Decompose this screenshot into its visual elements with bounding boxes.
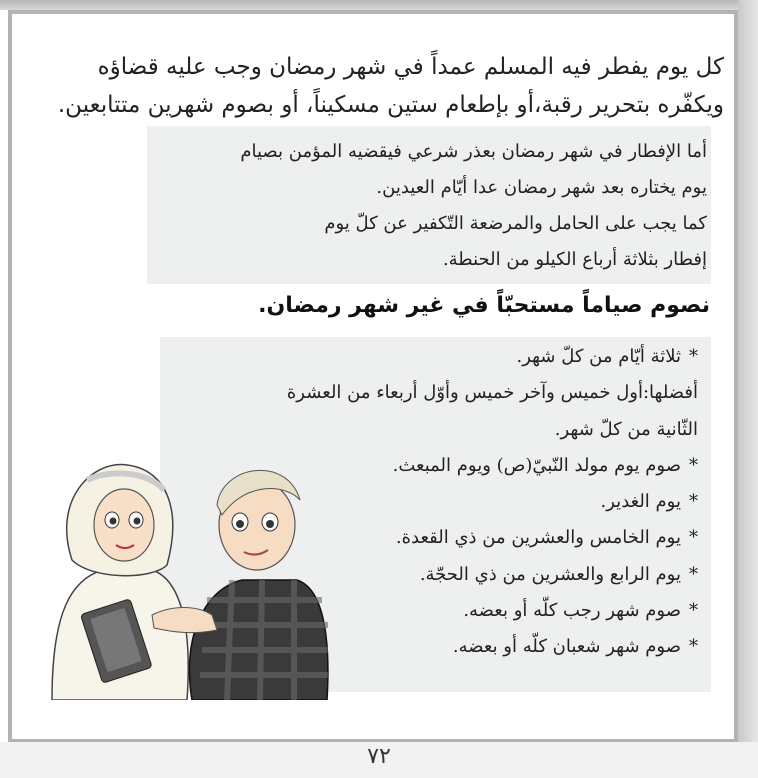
girl-figure [52, 465, 188, 700]
rule-line: يوم يختاره بعد شهر رمضان عدا أيّام العيدين. [376, 177, 707, 198]
list-item-text: صوم شهر شعبان كلّه أو بعضه. [452, 636, 681, 658]
bullet-star-icon: * [689, 346, 698, 367]
bullet-star-icon: * [689, 527, 698, 549]
bullet-star-icon: * [689, 454, 698, 476]
list-item-detail: الثّانية من كلّ شهر. [554, 418, 698, 440]
bullet-star-icon: * [689, 491, 698, 513]
bullet-star-icon: * [689, 600, 698, 622]
bullet-star-icon: * [689, 563, 698, 585]
list-item [168, 339, 698, 375]
list-item-text: يوم الغدير. [600, 491, 681, 513]
children-illustration [32, 440, 332, 700]
rule-line: كما يجب على الحامل والمرضعة التّكفير عن كلّ يوم [324, 213, 707, 234]
page-edge [738, 0, 758, 778]
top-border [0, 0, 758, 10]
fasting-rules-text [155, 134, 707, 278]
intro-line: كل يوم يفطر فيه المسلم عمداً في شهر رمضان وجب عليه قضاؤه [97, 54, 724, 80]
rule-line: إفطار بثلاثة أرباع الكيلو من الحنطة. [442, 249, 707, 270]
bullet-star-icon: * [689, 636, 698, 658]
intro-line: ويكفّره بتحرير رقبة،أو بإطعام ستين مسكيناً، أو بصوم شهرين متتابعين. [57, 92, 724, 118]
list-item-text: صوم شهر رجب كلّه أو بعضه. [463, 600, 681, 622]
list-item-text: يوم الخامس والعشرين من ذي القعدة. [395, 527, 681, 549]
intro-paragraph [18, 48, 724, 124]
list-item-text: ثلاثة أيّام من كلّ شهر. [516, 346, 681, 367]
list-item-detail: أفضلها:أول خميس وآخر خميس وأوّل أربعاء من العشرة [286, 382, 698, 404]
section-heading: نصوم صياماً مستحبّاً في غير شهر رمضان. [258, 293, 710, 318]
list-item-text: صوم يوم مولد النّبيّ(ص) ويوم المبعث. [392, 454, 681, 476]
list-item-text: يوم الرابع والعشرين من ذي الحجّة. [419, 563, 681, 585]
rule-line: أما الإفطار في شهر رمضان بعذر شرعي فيقضيه المؤمن بصيام [240, 141, 707, 162]
page-number: ٧٢ [367, 744, 391, 769]
